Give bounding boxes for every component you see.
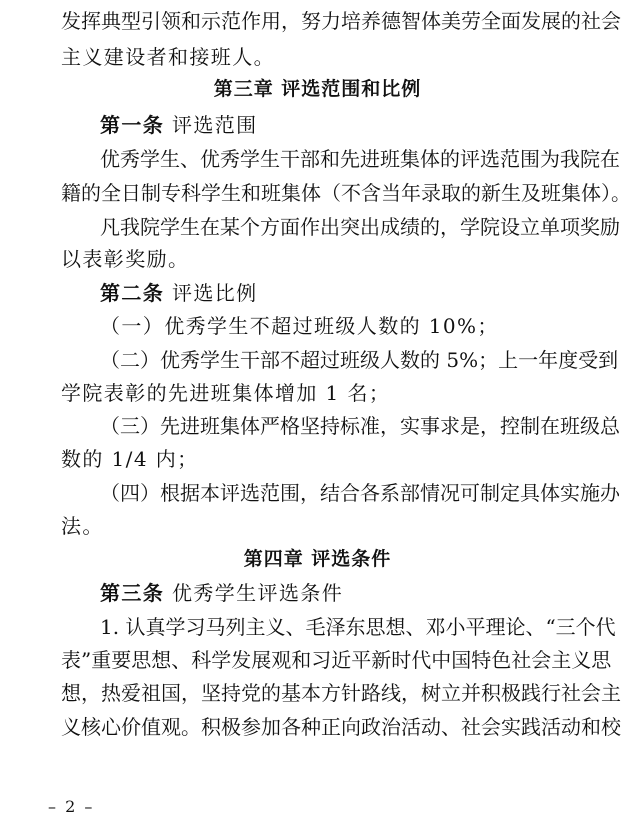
- text-line: 想，热爱祖国，坚持党的基本方针路线，树立并积极践行社会主: [61, 681, 621, 705]
- text-line: 表”重要思想、科学发展观和习近平新时代中国特色社会主义思: [61, 648, 612, 672]
- article-heading: [100, 112, 590, 138]
- article-number: 第二条: [100, 281, 165, 305]
- text-line: 义核心价值观。积极参加各种正向政治活动、社会实践活动和校: [61, 715, 621, 739]
- text-line: 数的 1/4 内；: [61, 447, 199, 471]
- text-line: 籍的全日制专科学生和班集体（不含当年录取的新生及班集体）。: [61, 181, 631, 205]
- text-line: （二）优秀学生干部不超过班级人数的 5%；上一年度受到: [100, 348, 619, 372]
- article-title: 评选比例: [164, 281, 258, 305]
- text-line: 以表彰奖励。: [61, 247, 190, 271]
- text-line: （四）根据本评选范围，结合各系部情况可制定具体实施办: [100, 481, 620, 505]
- article-number: 第一条: [100, 113, 165, 137]
- article-heading: [100, 580, 590, 606]
- article-heading: [100, 280, 590, 306]
- text-line: 发挥典型引领和示范作用，努力培养德智体美劳全面发展的社会: [61, 9, 621, 33]
- text-line: （一）优秀学生不超过班级人数的 10%；: [100, 314, 499, 338]
- text-line: 学院表彰的先进班集体增加 1 名；: [61, 381, 391, 405]
- article-number: 第三条: [100, 581, 165, 605]
- text-line: 1. 认真学习马列主义、毛泽东思想、邓小平理论、“三个代: [100, 615, 616, 639]
- text-line: 优秀学生、优秀学生干部和先进班集体的评选范围为我院在: [100, 147, 620, 171]
- chapter-heading: 第四章 评选条件: [243, 548, 392, 570]
- article-title: 评选范围: [164, 113, 258, 137]
- text-line: （三）先进班集体严格坚持标准，实事求是，控制在班级总: [100, 414, 620, 438]
- text-line: 凡我院学生在某个方面作出突出成绩的，学院设立单项奖励: [100, 215, 620, 239]
- text-line: 法。: [61, 514, 104, 538]
- article-title: 优秀学生评选条件: [164, 581, 344, 605]
- chapter-heading: 第三章 评选范围和比例: [213, 78, 422, 100]
- text-line: 主义建设者和接班人。: [61, 45, 275, 69]
- page-number: – 2 –: [48, 797, 95, 816]
